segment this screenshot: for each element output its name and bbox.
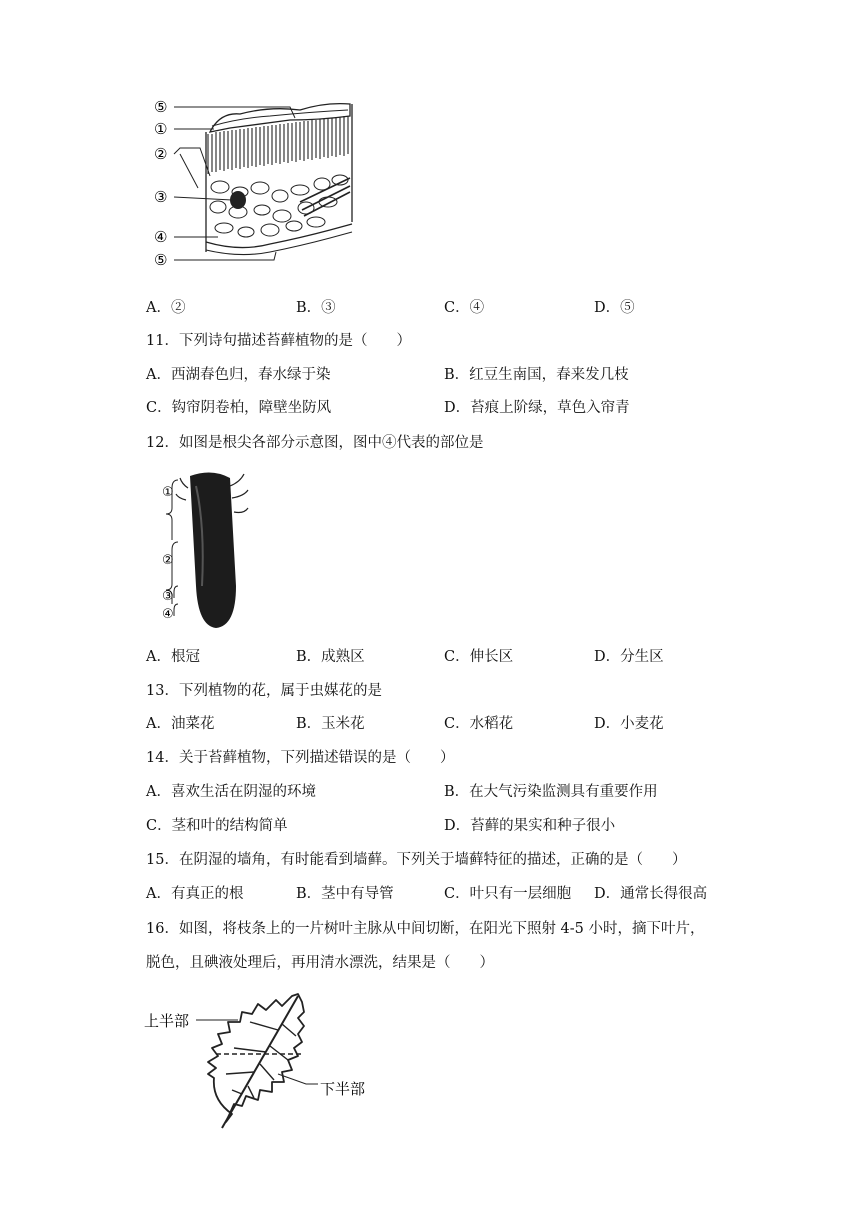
q14-option-b[interactable]: B．在大气污染监测具有重要作用	[444, 784, 658, 800]
q15-option-b[interactable]: B．茎中有导管	[296, 886, 394, 902]
q13-option-a[interactable]: A．油菜花	[146, 716, 215, 732]
q16-stem-line2: 脱色，且碘液处理后，再用清水漂洗，结果是（ ）	[146, 955, 494, 971]
q10-option-d[interactable]: D．⑤	[594, 300, 635, 316]
root-tip-figure	[150, 466, 275, 636]
label-upper-half: 上半部	[144, 1012, 190, 1030]
q11-stem: 11．下列诗句描述苔藓植物的是（ ）	[146, 333, 411, 349]
q12-option-b[interactable]: B．成熟区	[296, 649, 365, 665]
q10-option-c[interactable]: C．④	[444, 300, 485, 316]
q15-option-c[interactable]: C．叶只有一层细胞	[444, 886, 572, 902]
leaf-figure-markers	[154, 98, 167, 269]
q16-stem-line1: 16．如图，将枝条上的一片树叶主脉从中间切断，在阳光下照射 4-5 小时，摘下叶片，	[146, 921, 705, 937]
marker-upper-epidermis: ⑤	[154, 98, 168, 116]
marker-maturation-zone: ①	[162, 485, 174, 500]
q13-option-d[interactable]: D．小麦花	[594, 716, 664, 732]
q10-option-a[interactable]: A．②	[146, 300, 186, 316]
q11-option-b[interactable]: B．红豆生南国，春来发几枝	[444, 367, 629, 383]
q14-option-a[interactable]: A．喜欢生活在阴湿的环境	[146, 784, 316, 800]
marker-lower-epidermis: ⑤	[154, 251, 168, 269]
q13-option-c[interactable]: C．水稻花	[444, 716, 514, 732]
marker-root-cap: ④	[162, 607, 174, 622]
marker-spongy: ②	[154, 145, 168, 163]
q12-option-c[interactable]: C．伸长区	[444, 649, 514, 665]
q11-option-c[interactable]: C．钩帘阴卷柏，障壁坐防风	[146, 400, 332, 416]
q12-option-a[interactable]: A．根冠	[146, 649, 200, 665]
q12-stem: 12．如图是根尖各部分示意图，图中④代表的部位是	[146, 435, 484, 451]
q15-option-a[interactable]: A．有真正的根	[146, 886, 244, 902]
marker-meristem-zone: ③	[162, 589, 174, 604]
q14-option-c[interactable]: C．茎和叶的结构简单	[146, 818, 288, 834]
q13-option-b[interactable]: B．玉米花	[296, 716, 365, 732]
marker-palisade: ①	[154, 120, 168, 138]
marker-vein: ③	[154, 188, 168, 206]
label-lower-half: 下半部	[320, 1080, 366, 1098]
q11-option-a[interactable]: A．西湖春色归，春水绿于染	[146, 367, 331, 383]
q13-stem: 13．下列植物的花，属于虫媒花的是	[146, 683, 382, 699]
marker-elongation-zone: ②	[162, 553, 174, 568]
q10-option-b[interactable]: B．③	[296, 300, 336, 316]
q14-stem: 14．关于苔藓植物，下列描述错误的是（ ）	[146, 750, 455, 766]
q15-option-d[interactable]: D．通常长得很高	[594, 886, 708, 902]
leaf-experiment-figure	[142, 990, 382, 1130]
q14-option-d[interactable]: D．苔藓的果实和种子很小	[444, 818, 616, 834]
q12-option-d[interactable]: D．分生区	[594, 649, 664, 665]
q11-option-d[interactable]: D．苔痕上阶绿，草色入帘青	[444, 400, 630, 416]
leaf-cross-section-figure	[150, 92, 365, 272]
marker-stoma: ④	[154, 228, 168, 246]
q15-stem: 15．在阴湿的墙角，有时能看到墙藓。下列关于墙藓特征的描述，正确的是（ ）	[146, 852, 687, 868]
